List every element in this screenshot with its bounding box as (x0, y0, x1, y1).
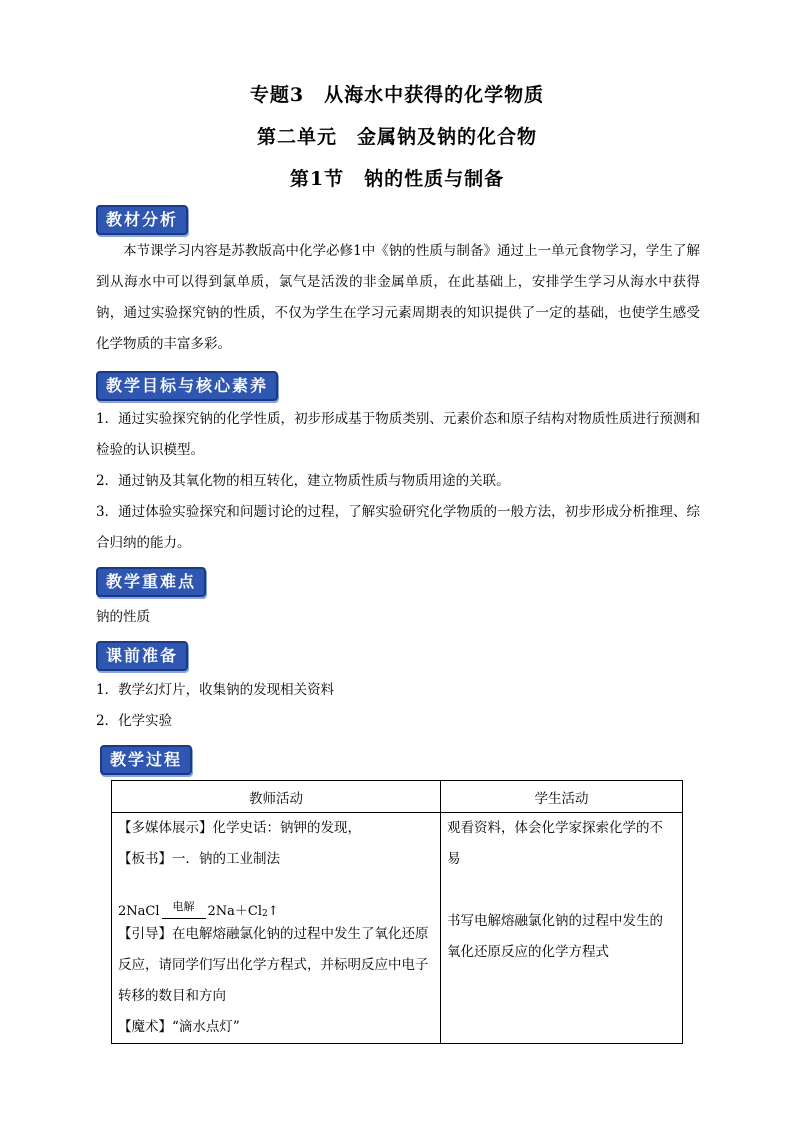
heading-preparation: 课前准备 (96, 641, 188, 671)
eq-left: 2NaCl (118, 904, 160, 919)
teacher-line: 【多媒体展示】化学史话：钠钾的发现， (118, 820, 361, 836)
goal-item: 2．通过钠及其氧化物的相互转化，建立物质性质与物质用途的关联。 (96, 473, 510, 489)
table-header-row (112, 781, 683, 813)
heading-keypoints: 教学重难点 (96, 567, 206, 597)
section-title: 第1节 钠的性质与制备 (289, 168, 505, 190)
heading-analysis: 教材分析 (96, 205, 188, 235)
eq-condition: 电解 (172, 900, 195, 913)
goal-item: 3．通过体验实验探究和问题讨论的过程，了解实验研究化学物质的一般方法，初步形成分析推理、综合归纳的能力。 (96, 504, 700, 551)
table-row (112, 813, 683, 1044)
keypoints-text: 钠的性质 (96, 609, 150, 625)
student-line: 观看资料，体会化学家探索化学的不易 (447, 820, 663, 867)
goals-list (96, 404, 700, 559)
col-student-header: 学生活动 (441, 781, 683, 813)
unit-title: 第二单元 金属钠及钠的化合物 (256, 126, 537, 148)
electrolysis-equation (118, 875, 434, 919)
student-cell (441, 813, 683, 1044)
prep-item: 2．化学实验 (96, 713, 173, 729)
analysis-text: 本节课学习内容是苏教版高中化学必修1中《钠的性质与制备》通过上一单元食物学习，学生了解到从海水中可以得到氯单质，氯气是活泼的非金属单质，在此基础上，安排学生学习从海水中获得钠，通过实验探究钠的性质，不仅为学生在学习元素周期表的知识提供了一定的基础，也使学生感受化学物质的丰富多彩。 (96, 243, 700, 352)
heading-process: 教学过程 (100, 745, 192, 775)
teacher-line: 【魔术】“滴水点灯” (118, 1019, 240, 1035)
goal-item: 1．通过实验探究钠的化学性质，初步形成基于物质类别、元素价态和原子结构对物质性质进行预测和检验的认识模型。 (96, 411, 700, 458)
eq-subscript: 2 (262, 909, 268, 919)
col-teacher-header: 教师活动 (112, 781, 441, 813)
eq-right: 2Na＋Cl (207, 904, 263, 919)
preparation-list (96, 675, 700, 737)
process-table (111, 780, 683, 1044)
teacher-cell (112, 813, 441, 1044)
prep-item: 1．教学幻灯片，收集钠的发现相关资料 (96, 682, 335, 698)
teacher-line: 【板书】一．钠的工业制法 (118, 851, 280, 867)
heading-goals: 教学目标与核心素养 (96, 371, 278, 401)
student-line: 书写电解熔融氯化钠的过程中发生的氧化还原反应的化学方程式 (447, 913, 663, 960)
teacher-line: 【引导】在电解熔融氯化钠的过程中发生了氧化还原反应，请同学们写出化学方程式，并标明反应中电子转移的数目和方向 (118, 926, 429, 1004)
eq-arrow (162, 900, 206, 919)
eq-gas-arrow: ↑ (267, 904, 279, 919)
topic-title: 专题3 从海水中获得的化学物质 (249, 84, 545, 106)
